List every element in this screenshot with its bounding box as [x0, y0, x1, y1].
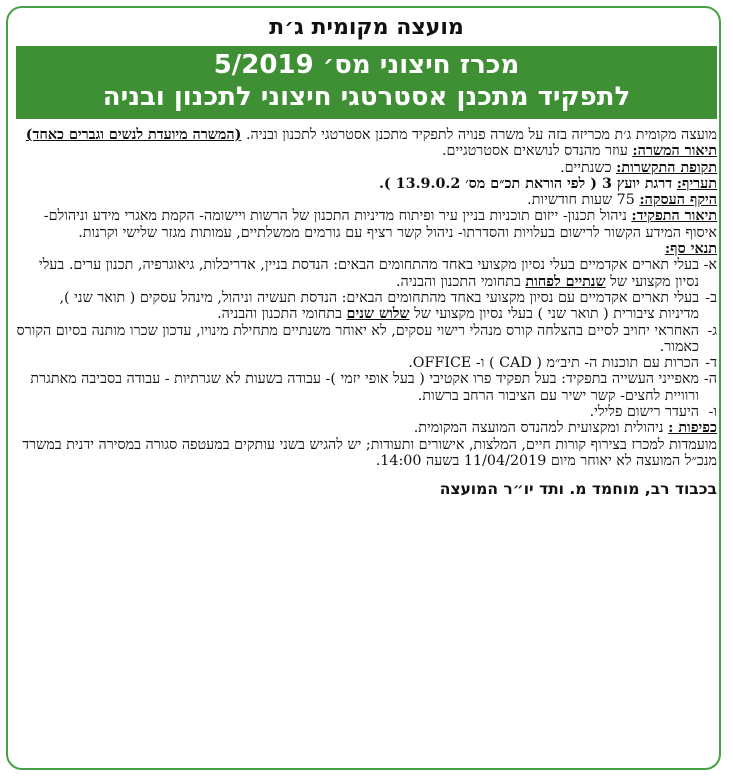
- conditions-heading: [16, 241, 717, 257]
- condition-text: [16, 257, 699, 290]
- condition-g: [16, 323, 717, 356]
- condition-a: [16, 257, 717, 290]
- position-desc-value: עוזר מהנדס לנושאים אסטרטגיים.: [441, 143, 628, 160]
- term-value: כשנתיים.: [560, 159, 612, 176]
- condition-a-text: בעלי תארים אקדמיים בעלי נסיון מקצועי באחד מהתחומים הבאים: הנדסת בניין, אדריכלות, גיאוגרפיה, תכנון ערים. בעלי נסיון מקצועי של: [38, 257, 699, 290]
- role-label: תיאור התפקיד:: [631, 208, 717, 225]
- signature: בכבוד רב, מוחמד מ. ותד יו״ר המועצה: [439, 480, 717, 499]
- reports-value: ניהולית ומקצועית למהנדס המועצה המקומית.: [413, 420, 664, 437]
- condition-h-text: מאפייני העשייה בתפקיד: בעל תפקיד פרו אקטיבי ( בעל אופי יזמי )- עבודה בשעות לא שגרתיות - עבודה בסביבה מאתגרת ורוויית לחצים- קשר ישיר עם הציבור הרחב ברשות.: [30, 371, 699, 404]
- condition-text: [16, 290, 699, 323]
- intro-text: מועצה מקומית ג׳ת מכריזה בזה על משרה פנויה לתפקיד מתכנן אסטרטגי לתכנון ובניה.: [245, 127, 717, 143]
- scope-label: היקף העסקה:: [639, 192, 717, 209]
- role-value: ניהול תכנון- ייזום תוכניות בניין עיר ופיתוח מדיניות התכנון של הרשות ויישומה- הקמת מאגרי מידע וניהולם- איסוף המידע הקשור לרישום בעלויות והסדרתו- ניהול קשר רציף עם גורמים ממשלתיים, עמותות מגזר שלישי וקרנות.: [43, 208, 717, 241]
- intro-paragraph: [16, 127, 717, 143]
- condition-letter: ה-: [703, 371, 717, 388]
- position-description: [16, 143, 717, 159]
- condition-letter: א-: [703, 257, 717, 274]
- rate-value: דרגת יועץ 3 ( לפי הוראת תכ״ם מס׳ 13.9.0.2 ).: [378, 175, 673, 192]
- reporting-line: [16, 420, 717, 436]
- employment-scope: [16, 192, 717, 208]
- rate-label: תעריף:: [676, 175, 717, 192]
- submission-text: מועמדות למכרז בצירוף קורות חיים, המלצות, אישורים ותעודות; יש להגיש בשני עותקים במעטפה סגורה במסירה ידנית במשרד מנכ״ל המועצה לא יאוחר מיום: [22, 436, 717, 469]
- condition-a-tail: בתחומי התכנון והבניה.: [395, 273, 521, 290]
- condition-a-emphasis: שנתיים לפחות: [525, 273, 606, 290]
- position-desc-label: תיאור המשרה:: [632, 143, 717, 160]
- term-label: תקופת התקשרות:: [616, 159, 717, 176]
- conditions-label: תנאי סף:: [664, 241, 717, 258]
- employment-term: [16, 160, 717, 176]
- role-description: [16, 208, 717, 241]
- condition-g-text: האחראי יחויב לסיים בהצלחה קורס מנהלי רישוי עסקים, לא יאוחר משנתיים מתחילת מינויו, עדכון שכרו מותנה בסיום הקורס כאמור.: [16, 322, 699, 355]
- scope-value: 75 שעות חודשיות.: [527, 192, 635, 209]
- condition-letter: ג-: [707, 322, 717, 339]
- submission-deadline: 11/04/2019 בשעה 14:00.: [375, 452, 547, 469]
- condition-v-text: היעדר רישום פלילי.: [589, 404, 699, 421]
- tender-notice: [16, 14, 717, 498]
- tender-title: מכרז חיצוני מס׳ 5/2019: [213, 50, 520, 80]
- position-title: לתפקיד מתכנן אסטרטגי חיצוני לתכנון ובניה: [102, 82, 631, 112]
- condition-b-tail: בתחומי התכנון והבניה.: [217, 306, 342, 323]
- condition-b-text: בעלי תארים אקדמיים עם נסיון מקצועי באחד מהתחומים הבאים: הנדסת תעשיה וניהול, מינהל עסקים ( תואר שני ), מדיניות ציבורית ( תואר שני ) בעלי נסיון מקצועי של: [59, 289, 699, 323]
- condition-h: [16, 371, 717, 404]
- council-name: מועצה מקומית ג׳ת: [269, 15, 464, 40]
- submission-instructions: [16, 437, 717, 470]
- condition-d: [16, 355, 717, 371]
- condition-letter: ד-: [705, 355, 717, 372]
- condition-letter: ב-: [705, 289, 717, 306]
- rate: [16, 176, 717, 192]
- condition-letter: ו-: [708, 404, 717, 421]
- condition-v: [16, 404, 717, 420]
- condition-d-text: הכרות עם תוכנות ה- תיב״מ ( CAD ) ו- OFFICE.: [408, 355, 699, 372]
- condition-b: [16, 290, 717, 323]
- title-banner: [16, 46, 717, 119]
- intro-note: (המשרה מיועדת לנשים וגברים כאחד): [25, 127, 242, 143]
- reports-label: כפיפות :: [668, 420, 717, 437]
- condition-b-emphasis: שלוש שנים: [346, 306, 410, 323]
